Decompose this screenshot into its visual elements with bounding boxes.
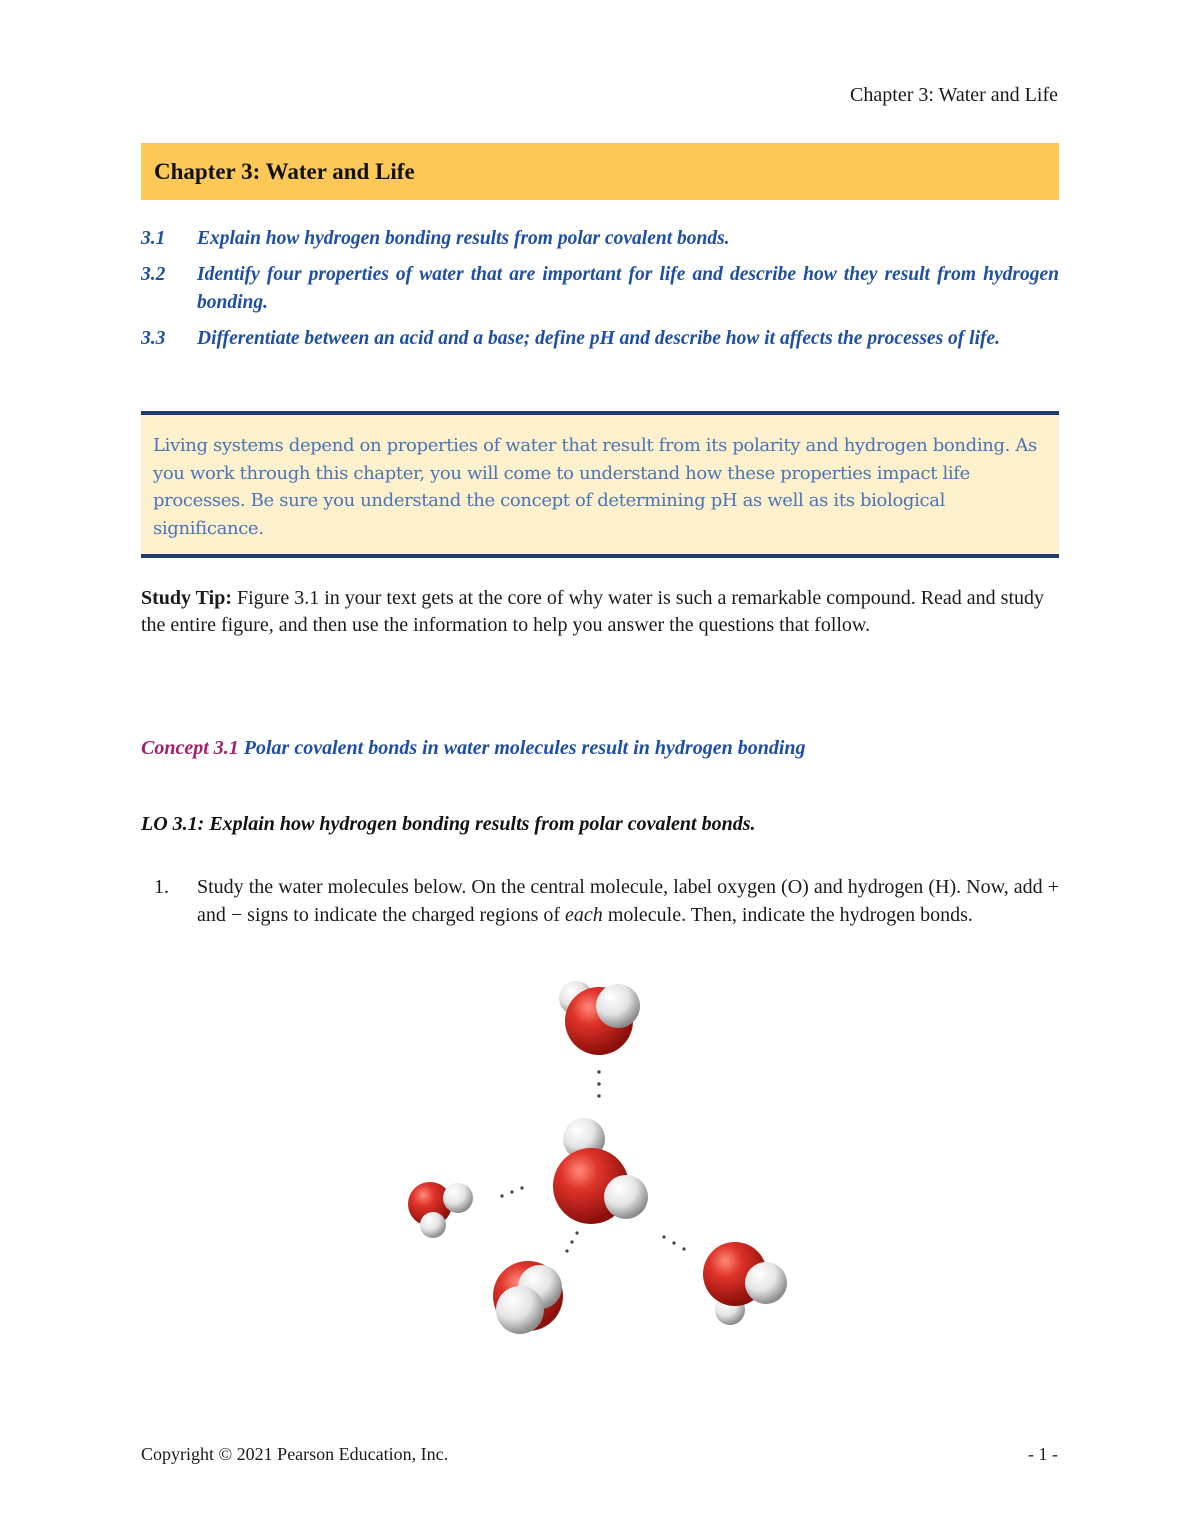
objective-text: Differentiate between an acid and a base; define pH and describe how it affects the processes of life. [197,328,1001,349]
question-item [141,873,1059,929]
study-tip-text: Figure 3.1 in your text gets at the core of why water is such a remarkable compound. Read and study the entire figure, and then use the information to help you answer the questions that follow. [141,587,1045,636]
water-molecules-diagram [380,960,840,1380]
water-molecule-right [703,1242,787,1325]
learning-objective-heading: LO 3.1: Explain how hydrogen bonding results from polar covalent bonds. [141,813,756,835]
chapter-title: Chapter 3: Water and Life [154,158,415,184]
footer-page-number: - 1 - [1028,1444,1058,1464]
footer-copyright: Copyright © 2021 Pearson Education, Inc. [141,1444,449,1464]
objective-number: 3.2 [141,264,166,285]
hydrogen-atom [443,1183,473,1213]
objective-number: 3.3 [141,328,166,349]
study-tip [141,585,1059,639]
objective-item [141,325,1059,353]
question-emphasis: each [565,904,603,926]
study-tip-label: Study Tip: [141,587,232,609]
hydrogen-atom [420,1212,446,1238]
objective-number: 3.1 [141,228,166,249]
callout-text: Living systems depend on properties of water that result from its polarity and hydrogen bonding. As you work through this chapter, you will come to understand how these properties impact life processes. Be sure you understand the concept of determining pH as well as its biological significance. [153,435,1037,539]
water-molecule-bottom [493,1261,563,1334]
hydrogen-bond [500,1186,523,1197]
water-molecule-left [408,1182,473,1238]
question-text-part1: Study the water molecules below. On the central molecule, label oxygen (O) and hydrogen (H). Now, add + and − signs to indicate the charged regions of [197,876,1059,926]
concept-number: Concept 3.1 [141,737,239,759]
objective-item [141,225,1059,253]
water-molecules-figure [380,960,840,1380]
question-number: 1. [154,876,169,898]
objective-text: Identify four properties of water that are important for life and describe how they result from hydrogen bonding. [197,264,1059,313]
objective-item [141,261,1059,317]
hydrogen-atom [596,984,640,1028]
concept-heading [141,737,806,760]
running-header: Chapter 3: Water and Life [850,84,1058,106]
concept-title: Polar covalent bonds in water molecules result in hydrogen bonding [243,737,806,759]
chapter-title-bar [141,143,1059,200]
question-text [197,873,1059,929]
hydrogen-atom [496,1286,544,1334]
water-molecule-top [559,981,640,1055]
hydrogen-bond [662,1235,685,1250]
learning-objectives-list [141,225,1059,361]
objective-text: Explain how hydrogen bonding results from polar covalent bonds. [197,228,730,249]
hydrogen-bond [597,1070,600,1097]
hydrogen-atom [604,1175,648,1219]
hydrogen-bond [565,1231,578,1252]
water-molecule-central [553,1118,648,1224]
question-text-part2: molecule. Then, indicate the hydrogen bonds. [602,904,973,926]
hydrogen-atom [745,1262,787,1304]
chapter-overview-callout [141,411,1059,558]
